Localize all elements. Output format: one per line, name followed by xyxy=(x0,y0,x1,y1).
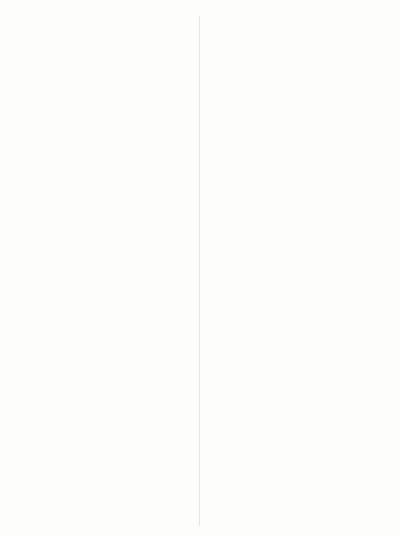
column-divider xyxy=(199,16,200,526)
left-column xyxy=(8,16,196,526)
right-column xyxy=(204,16,392,526)
